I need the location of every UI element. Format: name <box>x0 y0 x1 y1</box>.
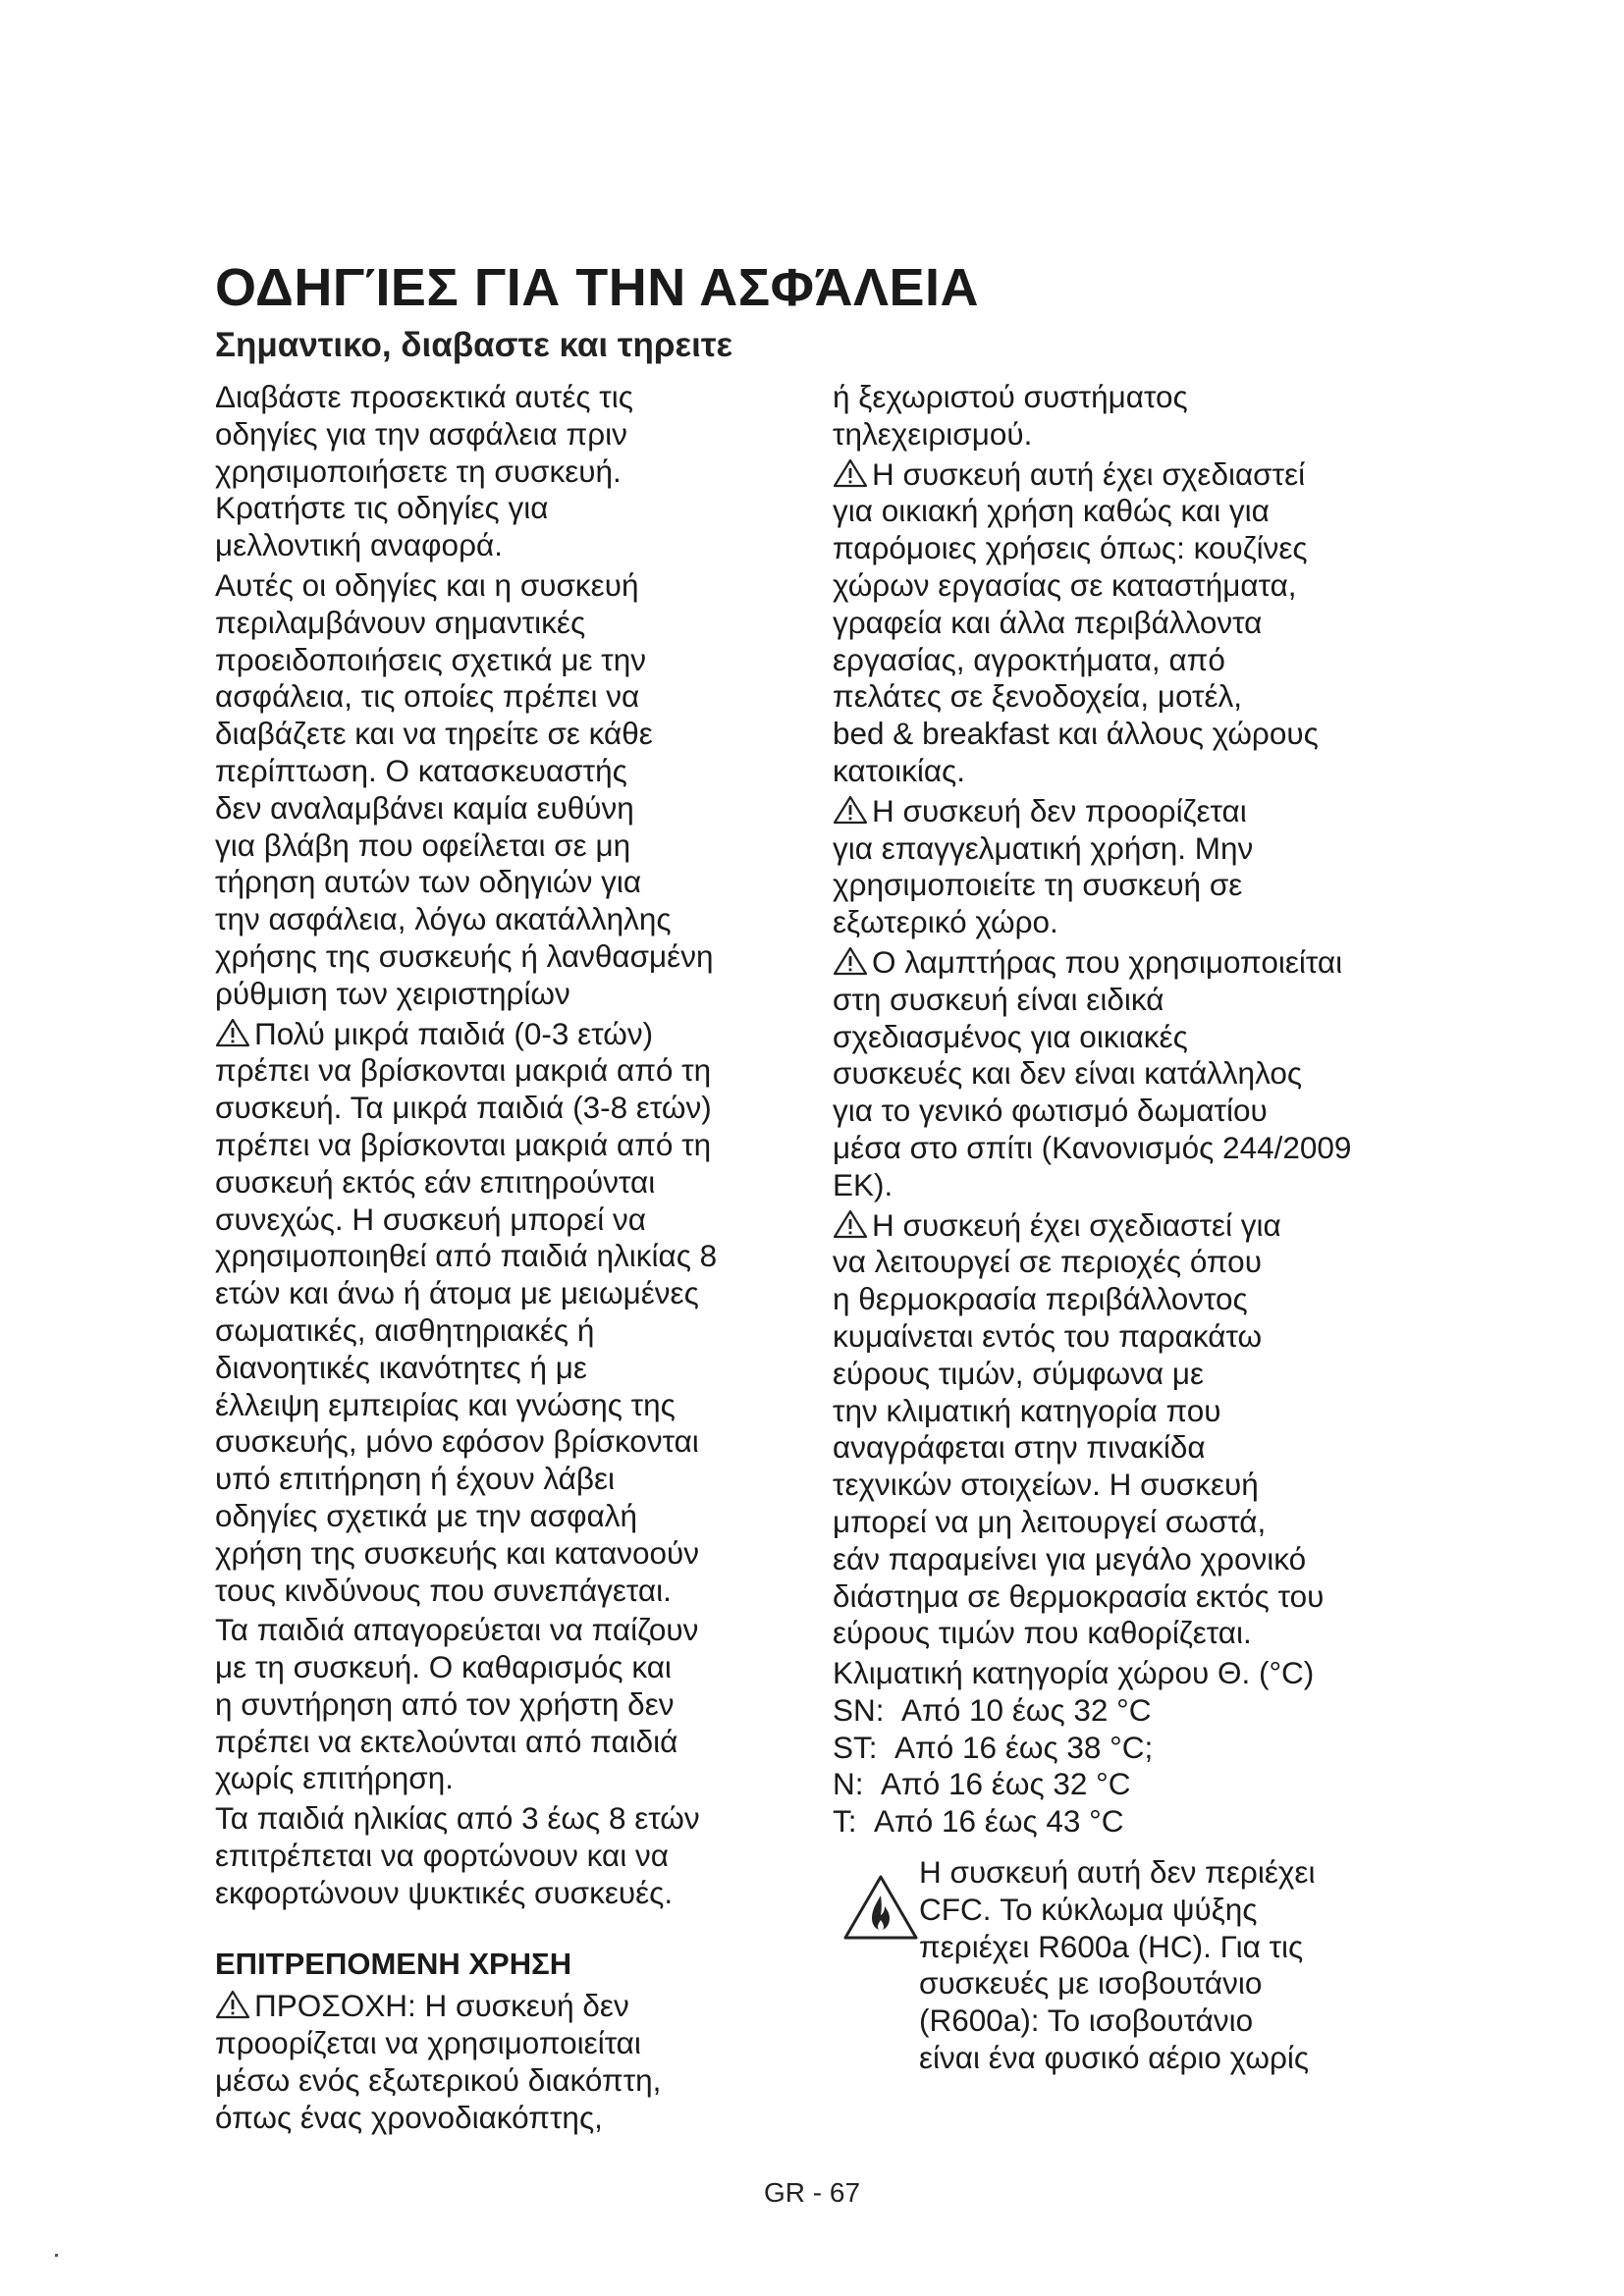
lamp-warning-paragraph <box>833 944 1428 1204</box>
warning-icon <box>833 1209 868 1239</box>
external-switch-warning-text: ΠΡΟΣΟΧΗ: Η συσκευή δεν προορίζεται να χρησιμοποιείται μέσω ενός εξωτερικού διακόπτη, όπως ένας χρονοδιακόπτης, <box>215 1988 662 2135</box>
right-column <box>833 379 1428 2077</box>
children-warning-text: Πολύ μικρά παιδιά (0-3 ετών) πρέπει να βρίσκονται μακριά από τη συσκευή. Τα μικρά παιδιά (3-8 ετών) πρέπει να βρίσκονται μακριά από τη συσκευή εκτός εάν επιτηρούνται συνεχώς. Η συσκευή μπορεί να χρησιμοποιηθεί από παιδιά ηλικίας 8 ετών και άνω ή άτομα με μειωμένες σωματικές, αισθητηριακές ή διανοητικές ικανότητες ή με έλλειψη εμπειρίας και γνώσης της συσκευής, μόνο εφόσον βρίσκονται υπό επιτήρηση ή έχουν λάβει οδηγίες σχετικά με την ασφαλή χρήση της συσκευής και κατανοούν τους κινδύνους που συνεπάγεται. <box>215 1015 718 1608</box>
intro-paragraph: Διαβάστε προσεκτικά αυτές τις οδηγίες για την ασφάλεια πριν χρησιμοποιήσετε τη συσκευή. Κρατήστε τις οδηγίες για μελλοντική αναφορά. <box>215 379 633 563</box>
flammable-warning-icon <box>842 1874 919 1941</box>
children-loading-paragraph: Τα παιδιά ηλικίας από 3 έως 8 ετών επιτρέπεται να φορτώνουν και να εκφορτώνουν ψυκτικές συσκευές. <box>215 1800 700 1910</box>
climate-warning-paragraph <box>833 1207 1428 1653</box>
warning-icon <box>215 1990 250 2019</box>
external-switch-warning-paragraph <box>215 1988 804 2136</box>
warning-icon <box>833 458 868 488</box>
refrigerant-paragraph: Η συσκευή αυτή δεν περιέχει CFC. Το κύκλωμα ψύξης περιέχει R600a (HC). Για τις συσκευές με ισοβουτάνιο (R600a): Το ισοβουτάνιο είναι ένα φυσικό αέριο χωρίς <box>919 1854 1316 2076</box>
climate-row-st: ST: Από 16 έως 38 °C; <box>833 1729 1154 1765</box>
professional-use-warning-text: Η συσκευή δεν προορίζεται για επαγγελματική χρήση. Μην χρησιμοποιείτε τη συσκευή σε εξωτερικό χώρο. <box>833 792 1254 940</box>
warning-icon <box>833 946 868 976</box>
children-warning-paragraph <box>215 1016 804 1610</box>
scan-speck <box>55 2254 58 2257</box>
page-number: GR - 67 <box>763 2177 861 2208</box>
manufacturer-liability-paragraph: Αυτές οι οδηγίες και η συσκευή περιλαμβάνουν σημαντικές προειδοποιήσεις σχετικά με την ασφάλεια, τις οποίες πρέπει να διαβάζετε και να τηρείτε σε κάθε περίπτωση. Ο κατασκευαστής δεν αναλαμβάνει καμία ευθύνη για βλάβη που οφείλεται σε μη τήρηση αυτών των οδηγιών για την ασφάλεια, λόγω ακατάλληλης χρήσης της συσκευής ή λανθασμένη ρύθμιση των χειριστηρίων <box>215 566 714 1011</box>
climate-row-n: N: Από 16 έως 32 °C <box>833 1766 1131 1802</box>
permitted-use-heading: ΕΠΙΤΡΕΠΟΜΕΝΗ ΧΡΗΣΗ <box>215 1946 572 1981</box>
left-column <box>215 379 804 2137</box>
climate-row-t: T: Από 16 έως 43 °C <box>833 1803 1124 1840</box>
warning-icon <box>215 1018 250 1047</box>
refrigerant-block <box>833 1854 1428 2077</box>
climate-class-title: Κλιματική κατηγορία χώρου Θ. (°C) <box>833 1655 1315 1691</box>
climate-row-sn: SN: Από 10 έως 32 °C <box>833 1691 1152 1728</box>
household-use-warning-paragraph <box>833 456 1428 790</box>
household-use-warning-text: Η συσκευή αυτή έχει σχεδιαστεί για οικιακή χρήση καθώς και για παρόμοιες χρήσεις όπως: κουζίνες χώρων εργασίας σε καταστήματα, γραφεία και άλλα περιβάλλοντα εργασίας, αγροκτήματα, από πελάτες σε ξενοδοχεία, μοτέλ, bed & breakfast και άλλους χώρους κατοικίας. <box>833 455 1319 788</box>
professional-use-warning-paragraph <box>833 793 1428 941</box>
remote-control-continuation: ή ξεχωριστού συστήματος τηλεχειρισμού. <box>833 379 1188 452</box>
lamp-warning-text: Ο λαμπτήρας που χρησιμοποιείται στη συσκευή είναι ειδικά σχεδιασμένος για οικιακές συσκευές και δεν είναι κατάλληλος για το γενικό φωτισμό δωματίου μέσα στο σπίτι (Κανονισμός 244/2009 ΕΚ). <box>833 943 1352 1202</box>
page-subtitle: Σημαντικο, διαβαστε και τηρειτε <box>215 326 733 364</box>
children-play-paragraph: Τα παιδιά απαγορεύεται να παίζουν με τη συσκευή. Ο καθαρισμός και η συντήρηση από τον χρήστη δεν πρέπει να εκτελούνται από παιδιά χωρίς επιτήρηση. <box>215 1612 699 1796</box>
climate-class-table <box>833 1655 1428 1841</box>
warning-icon <box>833 795 868 825</box>
page-title: ΟΔΗΓΊΕΣ ΓΙΑ ΤΗΝ ΑΣΦΆΛΕΙΑ <box>215 258 980 317</box>
climate-warning-text: Η συσκευή έχει σχεδιαστεί για να λειτουργεί σε περιοχές όπου η θερμοκρασία περιβάλλοντος κυμαίνεται εντός του παρακάτω εύρους τιμών, σύμφωνα με την κλιματική κατηγορία που αναγράφεται στην πινακίδα τεχνικών στοιχείων. Η συσκευή μπορεί να μη λειτουργεί σωστά, εάν παραμείνει για μεγάλο χρονικό διάστημα σε θερμοκρασία εκτός του εύρους τιμών που καθορίζεται. <box>833 1206 1325 1651</box>
